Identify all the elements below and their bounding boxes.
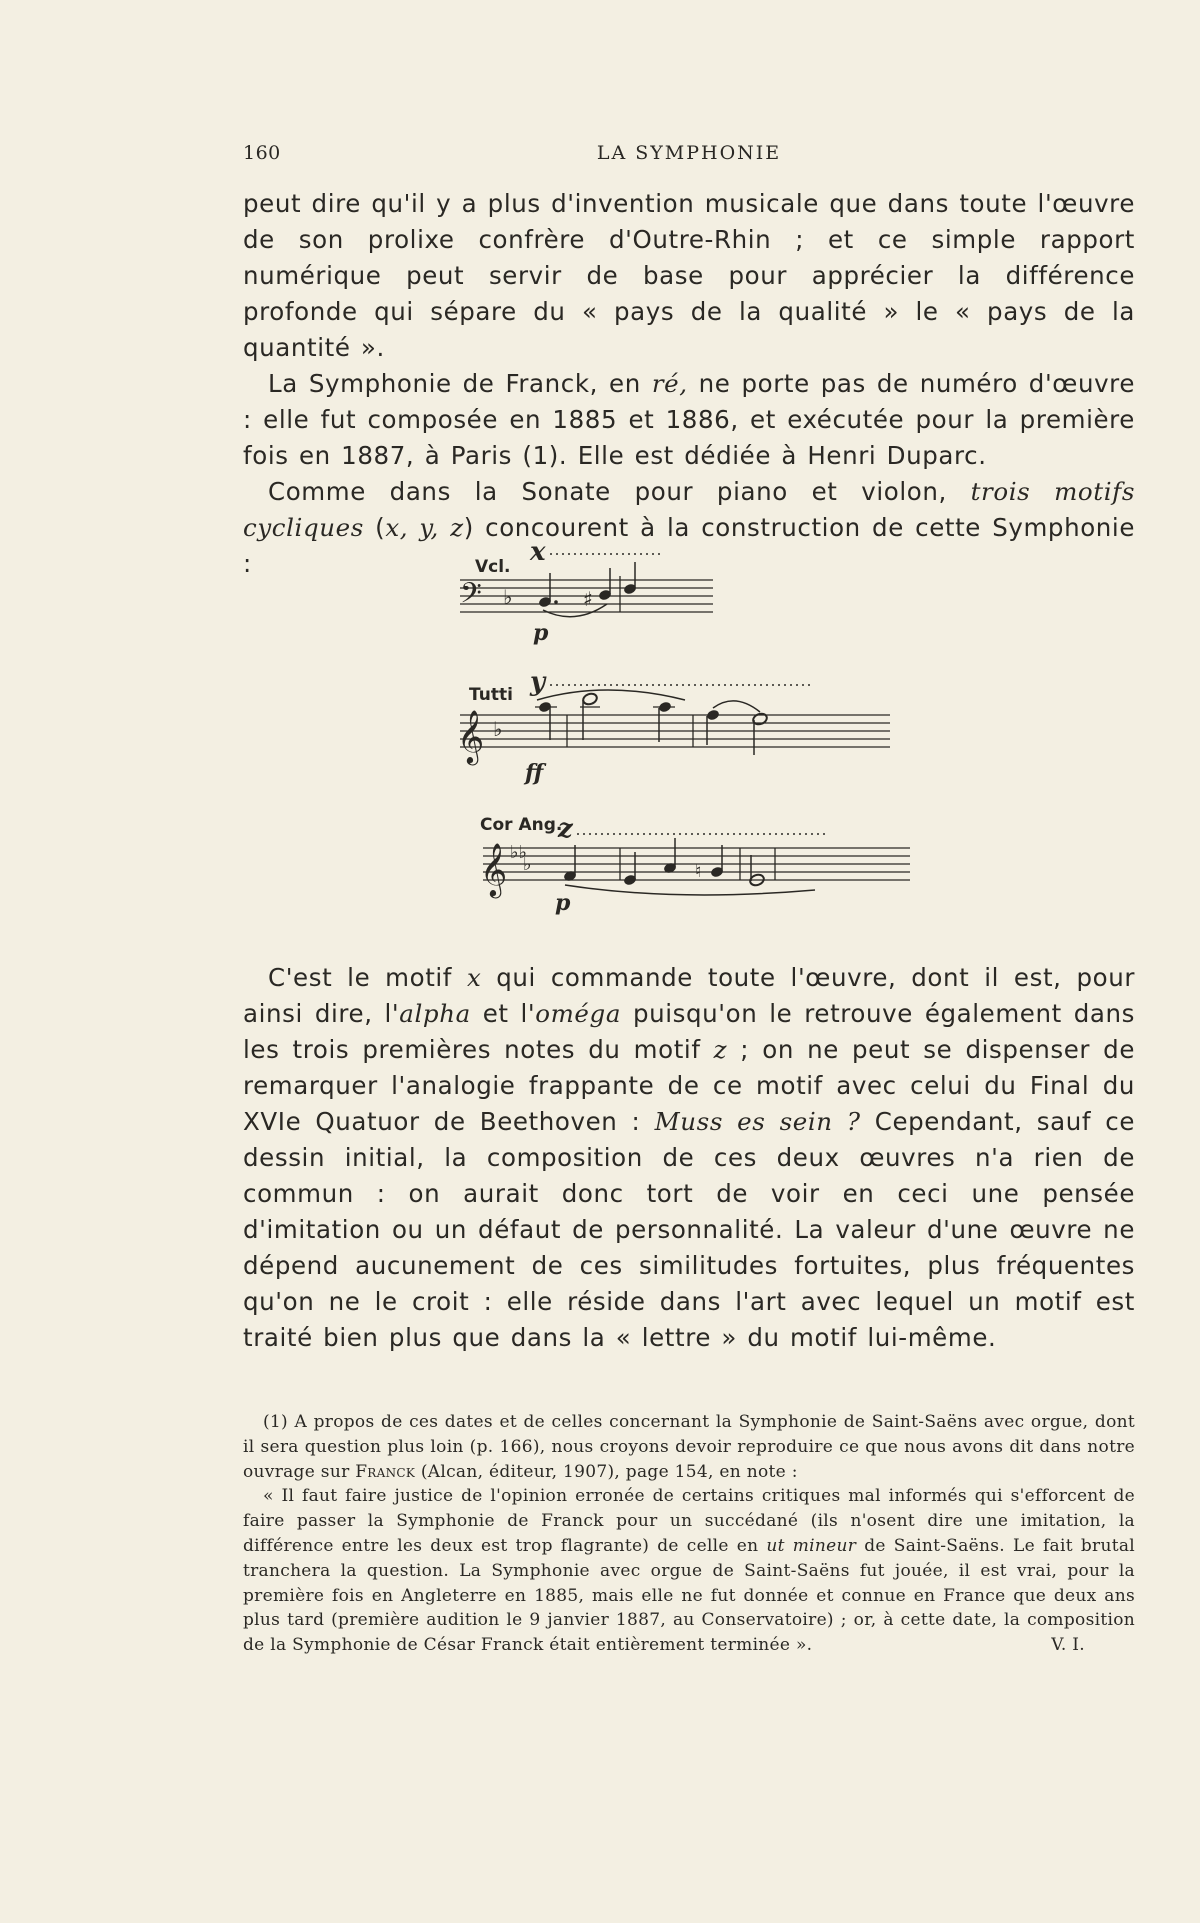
p4-omega: oméga [535,999,622,1028]
staff3-dynamic: p [555,890,571,916]
p4-x: x [466,963,482,992]
staff1-dynamic: p [533,620,549,646]
fn-franck: Franck [355,1461,416,1482]
p4-muss: Muss es sein ? [654,1107,861,1136]
p3-letters: x, y, z [385,513,464,542]
fn-text-d: de Saint-Saëns. Le fait brutal tranchera la question. La Symphonie avec orgue de Saint-Saëns fut jouée, il est vrai, pour la première fois en Angleterre en 1885, mais elle ne fut donnée et connue en France que deux ans plus tard (première audition le 9 janvier 1887, au Conservatoire) ; or, à cette date, la composition de la Symphonie de César Franck était entièrement terminée ». [243,1535,1135,1656]
p4-alpha: alpha [399,999,471,1028]
p4-text-e: ; on ne peut se dispenser de remarquer l'analogie frappante de ce motif avec celui du Final du XVIe Quatuor de Beethoven : [243,1035,1135,1136]
p4-text-f: Cependant, sauf ce dessin initial, la composition de ces deux œuvres n'a rien de commun : on aurait donc tort de voir en ceci une pensée d'imitation ou un défaut de personnalité. La valeur d'une œuvre ne dépend aucunement de ces similitudes fortuites, plus fréquentes qu'on ne le croit : elle réside dans l'art avec lequel un motif est traité bien plus que dans la « lettre » du motif lui-même. [243,1107,1135,1352]
page-header [243,142,1135,172]
staff-tutti [457,667,890,786]
bass-clef-icon: 𝄢 [460,577,482,617]
paragraph-4 [243,960,1135,1356]
p4-text-d: puisqu'on le retrouve également dans les trois premières notes du motif [243,999,1135,1064]
p4-text-a: C'est le motif [268,963,467,992]
staff2-instrument: Tutti [469,685,513,705]
staff3-motif: z [558,814,573,844]
fn-ut-mineur: ut mineur [766,1535,857,1556]
p2-text-b: ne porte pas de numéro d'œuvre : elle fut composée en 1885 et 1886, et exécutée pour la première fois en 1887, à Paris (1). Elle est dédiée à Henri Duparc. [243,369,1135,470]
flat-icon: ♭ [523,854,532,875]
footnote-2 [243,1484,1135,1658]
treble-clef-icon: 𝄞 [457,709,485,763]
flat-icon: ♭ [503,585,513,609]
footnote-1 [243,1410,1135,1484]
p3-text-b: ( [363,513,386,542]
main-text-bottom [243,960,1135,1356]
staff1-motif: x [530,540,546,567]
staff3-instrument: Cor Ang. [480,815,563,835]
staff-cor-ang [480,814,910,916]
p4-text-c: et l' [470,999,536,1028]
footnote [243,1410,1135,1658]
paragraph-1: peut dire qu'il y a plus d'invention musicale que dans toute l'œuvre de son prolixe confrère d'Outre-Rhin ; et ce simple rapport numérique peut servir de base pour apprécier la différence profonde qui sépare du « pays de la qualité » le « pays de la quantité ». [243,189,1135,362]
flat-icon: ♭♭ [510,842,527,863]
fn-text-c: « Il faut faire justice de l'opinion erronée de certains critiques mal informés qui s'efforcent de faire passer la Symphonie de Franck pour un succédané (ils n'osent dire une imitation, la différence entre les deux est trop flagrante) de celle en [243,1486,1135,1556]
p4-z: z [713,1035,728,1064]
main-text-top [243,186,1135,582]
fn-text-a: (1) A propos de ces dates et de celles concernant la Symphonie de Saint-Saëns avec orgue, dont il sera question plus loin (p. 166), nous croyons devoir reproduire ce que nous avons dit dans notre ouvrage sur [243,1412,1135,1482]
p3-text-c: ) concourent à la construction de cette Symphonie : [243,513,1136,578]
natural-icon: ♮ [695,861,702,882]
staff1-instrument: Vcl. [475,557,511,577]
p3-motifs: trois motifs cycliques [243,477,1135,542]
music-examples [455,540,915,920]
music-notation [455,540,915,920]
treble-clef-icon: 𝄞 [480,842,508,896]
p2-key: ré, [651,369,688,398]
staff-vcl [460,540,713,646]
running-title: LA SYMPHONIE [596,142,782,164]
sharp-icon: ♯ [583,587,593,611]
flat-icon: ♭ [493,717,503,741]
p2-text-a: La Symphonie de Franck, en [268,369,652,398]
staff2-dynamic: ff [525,760,544,786]
staff2-motif: y [530,667,546,697]
p4-text-b: qui commande toute l'œuvre, dont il est, pour ainsi dire, l' [243,963,1135,1028]
fn-text-b: (Alcan, éditeur, 1907), page 154, en note : [415,1461,798,1482]
fn-signature: V. I. [1051,1635,1085,1656]
paragraph-2 [243,366,1135,474]
page-number: 160 [243,142,281,164]
p3-text-a: Comme dans la Sonate pour piano et violon, [268,477,971,506]
